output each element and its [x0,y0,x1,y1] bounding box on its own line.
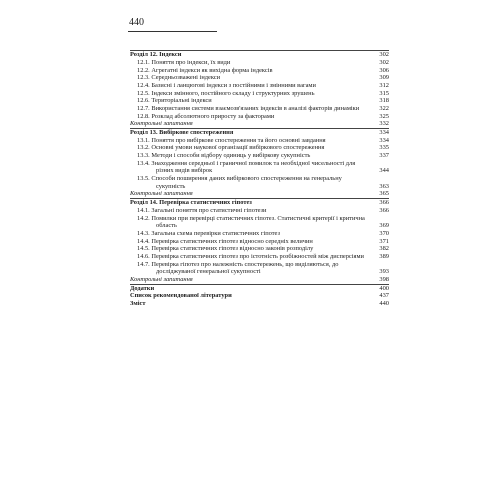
toc-item [130,105,389,113]
toc-page-ref: 302 [379,51,389,59]
toc-section-13 [130,128,389,137]
toc-item [130,59,389,67]
toc-item [130,207,389,215]
toc-page-ref: 315 [379,89,389,97]
toc-item-text: 14.3. Загальна схема перевірки статистичних гіпотез [137,229,280,237]
toc-item-text: 14.1. Загальні поняття про статистичні гіпотези [137,207,267,215]
toc-item [130,113,389,121]
table-of-contents [130,50,389,308]
header-rule [128,31,217,32]
toc-page-ref: 366 [379,199,389,207]
toc-page-ref: 393 [379,268,389,276]
toc-page-ref: 363 [379,182,389,190]
toc-page-ref: 371 [379,237,389,245]
toc-item [130,74,389,82]
toc-page-ref: 309 [379,74,389,82]
toc-item-text: 13.2. Основні умови наукової організації вибіркового спостереження [137,144,325,152]
toc-page-ref: 344 [379,167,389,175]
toc-page-ref: 398 [379,275,389,283]
toc-page-ref: 366 [379,207,389,215]
toc-page-ref: 312 [379,81,389,89]
toc-item-text: 13.1. Поняття про вибіркове спостереження та його основні завдання [137,136,326,144]
toc-page-ref: 334 [379,129,389,137]
toc-item-text: 14.6. Перевірка статистичних гіпотез про істотність розбіжностей між дисперсіями [137,252,364,260]
toc-entry-text: Список рекомендованої літератури [130,292,232,300]
toc-item [130,97,389,105]
toc-control-questions [130,276,389,284]
toc-item [130,215,389,230]
toc-page-ref: 440 [379,299,389,307]
toc-item-text: 12.5. Індекси змінного, постійного складу і структурних зрушень [137,89,315,97]
toc-section-14 [130,198,389,207]
toc-item [130,261,389,276]
toc-item-text: 12.6. Територіальні індекси [137,97,212,105]
toc-section-12 [130,50,389,59]
toc-control-text: Контрольні запитання [130,120,193,128]
toc-page-ref: 365 [379,190,389,198]
toc-page-ref: 400 [379,284,389,292]
toc-item [130,90,389,98]
toc-section-title: Розділ 14. Перевірка статистичних гіпотез [130,199,252,207]
toc-item-text: 12.4. Базисні і ланцюгові індекси з постійними і змінними вагами [137,81,316,89]
toc-item [130,160,389,175]
toc-item [130,175,389,190]
toc-page-ref: 334 [379,136,389,144]
toc-page-ref: 337 [379,152,389,160]
toc-page-ref: 302 [379,58,389,66]
toc-item-text: 14.2. Помилки при перевірці статистичних гіпотез. Статистичні критерії і критична область [137,214,365,230]
toc-item [130,230,389,238]
toc-page-ref: 437 [379,292,389,300]
toc-item-text: 13.5. Способи поширення даних вибіркового спостереження на генеральну сукупність [137,175,342,190]
toc-item [130,238,389,246]
toc-page-ref: 335 [379,144,389,152]
page-number: 440 [129,17,144,28]
toc-page-ref: 322 [379,104,389,112]
toc-contents [130,300,389,308]
toc-page-ref: 389 [379,252,389,260]
toc-item-text: 14.4. Перевірка статистичних гіпотез відносно середніх величин [137,237,313,245]
toc-item [130,82,389,90]
toc-item-text: 12.7. Використання системи взаємозв'язаних індексів в аналізі факторів динаміки [137,104,360,112]
toc-page-ref: 306 [379,66,389,74]
toc-item [130,152,389,160]
toc-control-questions [130,190,389,198]
toc-page-ref: 325 [379,112,389,120]
toc-page-ref: 369 [379,222,389,230]
toc-item-text: 12.1. Поняття про індекси, їх види [137,58,231,66]
toc-entry-text: Зміст [130,299,146,307]
toc-entry-text: Додатки [130,284,155,292]
toc-references [130,292,389,300]
toc-section-title: Розділ 12. Індекси [130,51,182,59]
toc-item [130,253,389,261]
toc-item-text: 13.3. Методи і способи відбору одиниць у вибіркову сукупність [137,152,311,160]
toc-item [130,137,389,145]
toc-section-title: Розділ 13. Вибіркове спостереження [130,129,234,137]
toc-item [130,245,389,253]
toc-page-ref: 318 [379,97,389,105]
toc-control-text: Контрольні запитання [130,190,193,198]
toc-appendices [130,284,389,293]
toc-item-text: 12.2. Агрегатні індекси як вихідна форма індексів [137,66,273,74]
toc-page-ref: 382 [379,245,389,253]
toc-item-text: 14.5. Перевірка статистичних гіпотез відносно законів розподілу [137,245,314,253]
toc-item [130,144,389,152]
toc-item [130,67,389,75]
toc-page-ref: 332 [379,120,389,128]
toc-item-text: 14.7. Перевірка гіпотез про належність спостережень, що виділяються, до досліджуваної генеральної сукупності [137,260,339,276]
toc-control-text: Контрольні запитання [130,275,193,283]
toc-control-questions [130,120,389,128]
toc-item-text: 12.3. Середньозважені індекси [137,74,221,82]
toc-page-ref: 370 [379,229,389,237]
toc-item-text: 12.8. Розклад абсолютного приросту за факторами [137,112,275,120]
toc-item-text: 13.4. Знаходження середньої і граничної помилок та необхідної чисельності для різних видів вибірок [137,159,356,175]
